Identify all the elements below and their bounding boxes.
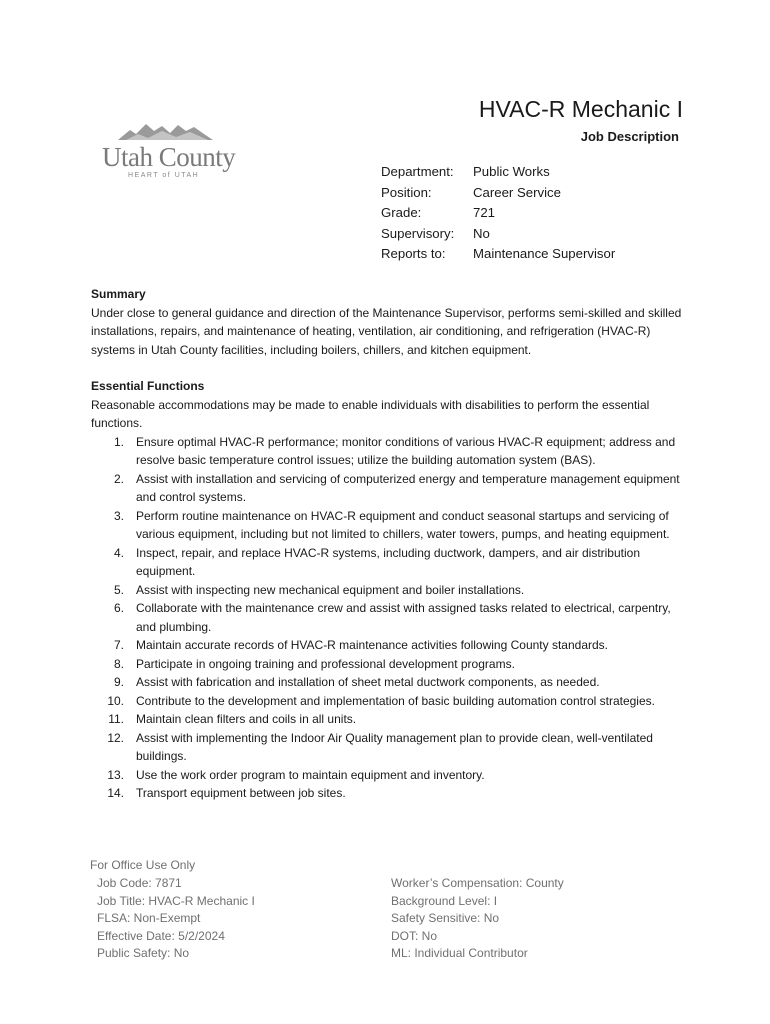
list-item [91,655,691,674]
info-label: Grade: [381,205,422,220]
office-field: DOT: No [391,928,438,943]
essential-functions-section [91,377,691,803]
office-use-right-column [391,875,564,963]
list-item [91,729,691,766]
list-number: 5. [113,582,124,597]
list-number: 3. [113,508,124,523]
list-number: 13. [107,767,124,782]
info-label: Department: [381,164,454,179]
list-text: Assist with inspecting new mechanical equipment and boiler installations. [136,582,525,597]
office-field: Public Safety: No [97,946,190,960]
list-text: Collaborate with the maintenance crew and assist with assigned tasks related to electrical, carpentry, and plumbing. [136,601,671,634]
list-item [91,692,691,711]
list-item [91,507,691,544]
list-item [91,784,691,803]
office-field: FLSA: Non-Exempt [97,911,201,925]
office-field: Job Title: HVAC-R Mechanic I [97,893,255,908]
list-text: Participate in ongoing training and professional development programs. [136,656,515,671]
list-text: Transport equipment between job sites. [136,786,346,800]
list-text: Perform routine maintenance on HVAC-R equipment and conduct seasonal startups and servicing of various equipment, including but not limited to chillers, water towers, pumps, and heating equipment. [136,508,670,541]
list-number: 1. [113,434,124,449]
list-item [91,710,691,729]
list-text: Assist with implementing the Indoor Air Quality management plan to provide clean, well-ventilated buildings. [136,730,653,763]
office-field: Safety Sensitive: No [391,911,500,925]
list-item [91,766,691,785]
list-text: Use the work order program to maintain equipment and inventory. [136,767,485,782]
job-info [381,162,615,265]
list-number: 12. [107,730,124,745]
summary-section [91,285,691,359]
list-text: Inspect, repair, and replace HVAC-R systems, including ductwork, dampers, and air distribution equipment. [136,545,641,578]
list-text: Ensure optimal HVAC-R performance; monitor conditions of various HVAC-R equipment; address and resolve basic temperature control issues; utilize the building automation system (BAS). [136,434,676,467]
office-field: Effective Date: 5/2/2024 [97,928,225,943]
info-row-supervisory [381,224,615,245]
list-item [91,433,691,470]
functions-list [91,433,691,803]
list-text: Contribute to the development and implementation of basic building automation control strategies. [136,693,655,708]
list-item [91,636,691,655]
info-value: 721 [473,205,496,220]
info-value: Career Service [473,184,561,200]
list-number: 8. [113,656,124,671]
list-number: 4. [113,545,124,560]
list-number: 10. [107,693,124,708]
summary-text: Under close to general guidance and direction of the Maintenance Supervisor, performs semi-skilled and skilled installations, repairs, and maintenance of heating, ventilation, air conditioning, and refrigeration (HVAC-R) systems in Utah County facilities, including boilers, chillers, and kitchen equipment. [91,305,682,357]
list-item [91,599,691,636]
office-field: Background Level: I [391,893,498,908]
office-use-heading: For Office Use Only [90,858,196,872]
office-field: Job Code: 7871 [97,876,182,890]
utah-county-logo [98,122,236,182]
list-item [91,673,691,692]
logo-name: Utah County [102,142,236,172]
info-label: Position: [381,184,432,200]
list-item [91,581,691,600]
list-item [91,544,691,581]
info-value: Public Works [473,164,550,179]
list-number: 11. [108,712,124,726]
info-value: No [473,225,490,241]
info-label: Reports to: [381,246,446,261]
summary-heading: Summary [91,287,146,301]
list-number: 2. [113,471,124,486]
info-row-reports-to [381,244,615,265]
list-number: 14. [107,786,124,800]
list-number: 6. [113,601,124,615]
essential-intro: Reasonable accommodations may be made to enable individuals with disabilities to perform the essential functions. [91,397,650,430]
list-item [91,470,691,507]
list-text: Maintain clean filters and coils in all units. [136,712,357,726]
info-row-position [381,183,615,204]
page-title: HVAC-R Mechanic I [478,96,683,122]
page-subtitle: Job Description [580,129,679,144]
mountains-icon [118,122,213,142]
list-text: Assist with fabrication and installation of sheet metal ductwork components, as needed. [136,675,600,689]
list-text: Maintain accurate records of HVAC-R maintenance activities following County standards. [136,638,608,652]
info-value: Maintenance Supervisor [473,246,616,261]
office-field: ML: Individual Contributor [391,946,528,960]
list-text: Assist with installation and servicing of computerized energy and temperature management equipment and control systems. [136,471,680,504]
list-number: 7. [113,638,124,652]
info-row-grade [381,203,615,224]
logo-tagline: HEART of UTAH [128,172,200,179]
office-use-left-column [97,875,255,963]
office-field: Worker’s Compensation: County [391,876,564,890]
info-row-department [381,162,615,183]
info-label: Supervisory: [381,225,455,241]
list-number: 9. [113,675,124,689]
essential-heading: Essential Functions [91,379,205,393]
